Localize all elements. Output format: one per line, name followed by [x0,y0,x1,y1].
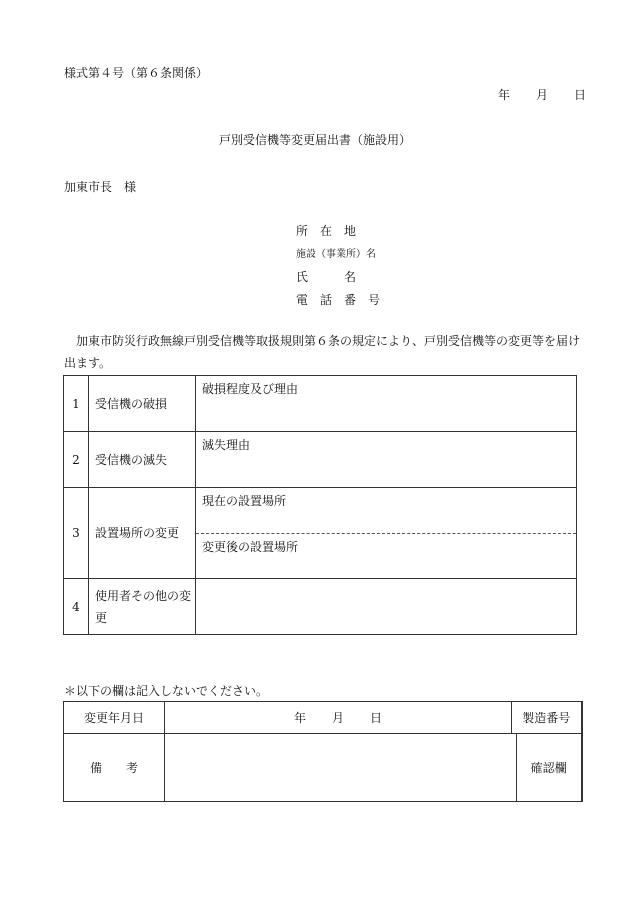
facility-label: 施設（事業所）名 [296,249,376,260]
item-number: 3 [64,488,89,579]
change-date-label: 変更年月日 [64,702,165,734]
addressee: 加東市長 様 [64,180,137,194]
item-label: 受信機の滅失 [89,432,196,488]
confirm-label: 確認欄 [516,734,581,802]
table-row [64,734,583,802]
table-row [64,579,577,635]
item-detail-label: 変更後の設置場所 [202,540,299,554]
remarks-field [165,734,517,802]
item-detail-field[interactable] [196,432,577,488]
form-number: 様式第４号（第６条関係） [64,66,209,80]
page-title: 戸別受信機等変更届出書（施設用） [218,133,411,147]
table-row [64,702,583,734]
change-items-table [63,375,577,635]
date-year: 年 [498,88,511,102]
office-use-table [63,701,583,802]
item-label: 設置場所の変更 [89,488,196,579]
date-month: 月 [536,88,549,102]
phone-label: 電 話 番 号 [296,293,381,307]
item-detail-label: 破損程度及び理由 [202,382,299,396]
item-detail-label: 現在の設置場所 [202,494,287,508]
item-detail-label: 滅失理由 [202,438,251,452]
change-month: 月 [331,711,344,725]
change-date-field [165,702,512,734]
item-number: 1 [64,376,89,432]
current-location-field[interactable] [196,488,577,534]
serial-label: 製造番号 [512,702,582,734]
item-label: 受信機の破損 [89,376,196,432]
item-detail-field[interactable] [196,579,577,635]
change-year: 年 [293,711,306,725]
item-number: 4 [64,579,89,635]
date-day: 日 [574,88,587,102]
office-note: ＊以下の欄は記入しないでください。 [64,684,269,698]
item-number: 2 [64,432,89,488]
applicant-block [296,220,380,312]
change-day: 日 [370,711,383,725]
address-label: 所 在 地 [296,224,357,238]
body-text: 加東市防災行政無線戸別受信機等取扱規則第６条の規定により、戸別受信機等の変更等を届け出ます。 [64,334,581,370]
item-detail-field[interactable] [196,376,577,432]
item-label: 使用者その他の変更 [89,579,196,635]
new-location-field[interactable] [196,534,577,579]
date-line [498,86,586,103]
table-row [64,488,577,534]
remarks-label: 備 考 [64,734,165,802]
serial-field [581,702,582,734]
confirm-field [581,734,582,802]
table-row [64,376,577,432]
table-row [64,432,577,488]
name-label: 氏 名 [296,270,357,284]
